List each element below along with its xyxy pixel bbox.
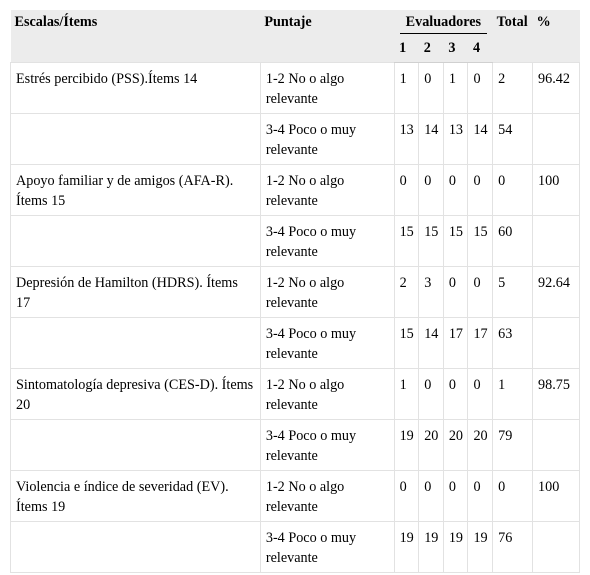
scale-cell: Violencia e índice de severidad (EV). Ítems 19 (11, 471, 261, 522)
percent-cell: 92.64 (533, 267, 580, 318)
evaluator-1-cell: 13 (394, 114, 419, 165)
scale-cell (11, 114, 261, 165)
evaluator-1-cell: 15 (394, 318, 419, 369)
total-cell: 5 (493, 267, 533, 318)
scale-cell (11, 216, 261, 267)
evaluator-4-cell: 19 (468, 522, 493, 573)
percent-cell (533, 522, 580, 573)
score-cell: 3-4 Poco o muy relevante (260, 114, 394, 165)
evaluator-1-cell: 19 (394, 420, 419, 471)
total-cell: 2 (493, 63, 533, 114)
header-score: Puntaje (260, 10, 394, 63)
total-cell: 79 (493, 420, 533, 471)
header-evaluator-2: 2 (419, 36, 444, 63)
header-evaluator-3: 3 (443, 36, 468, 63)
score-cell: 3-4 Poco o muy relevante (260, 522, 394, 573)
table-row (11, 471, 580, 522)
evaluator-4-cell: 0 (468, 267, 493, 318)
evaluator-3-cell: 13 (443, 114, 468, 165)
evaluator-2-cell: 14 (419, 318, 444, 369)
total-cell: 1 (493, 369, 533, 420)
table-row (11, 267, 580, 318)
scale-cell (11, 318, 261, 369)
evaluator-3-cell: 1 (443, 63, 468, 114)
scale-cell (11, 522, 261, 573)
header-evaluator-1: 1 (394, 36, 419, 63)
scale-cell: Sintomatología depresiva (CES-D). Ítems 20 (11, 369, 261, 420)
score-cell: 3-4 Poco o muy relevante (260, 318, 394, 369)
evaluator-3-cell: 19 (443, 522, 468, 573)
header-evaluator-4: 4 (468, 36, 493, 63)
percent-cell (533, 420, 580, 471)
percent-cell (533, 318, 580, 369)
scale-cell (11, 420, 261, 471)
evaluator-1-cell: 0 (394, 165, 419, 216)
evaluator-3-cell: 17 (443, 318, 468, 369)
evaluator-2-cell: 15 (419, 216, 444, 267)
evaluator-4-cell: 0 (468, 63, 493, 114)
evaluator-4-cell: 0 (468, 369, 493, 420)
scale-cell: Depresión de Hamilton (HDRS). Ítems 17 (11, 267, 261, 318)
evaluator-1-cell: 15 (394, 216, 419, 267)
header-scale: Escalas/Ítems (11, 10, 261, 63)
evaluator-3-cell: 0 (443, 165, 468, 216)
score-cell: 1-2 No o algo relevante (260, 471, 394, 522)
evaluator-2-cell: 0 (419, 369, 444, 420)
evaluator-4-cell: 0 (468, 165, 493, 216)
score-cell: 1-2 No o algo relevante (260, 165, 394, 216)
total-cell: 0 (493, 165, 533, 216)
table-row (11, 63, 580, 114)
evaluator-3-cell: 0 (443, 267, 468, 318)
scale-cell: Estrés percibido (PSS).Ítems 14 (11, 63, 261, 114)
evaluator-4-cell: 20 (468, 420, 493, 471)
score-cell: 3-4 Poco o muy relevante (260, 216, 394, 267)
header-percent: % (533, 10, 580, 63)
table-row (11, 165, 580, 216)
header-evaluators-label: Evaluadores (400, 12, 487, 34)
header-evaluators (394, 10, 493, 36)
table-row (11, 318, 580, 369)
table-header (11, 10, 580, 63)
validation-table (10, 10, 580, 573)
total-cell: 0 (493, 471, 533, 522)
evaluator-4-cell: 17 (468, 318, 493, 369)
evaluator-1-cell: 19 (394, 522, 419, 573)
total-cell: 54 (493, 114, 533, 165)
evaluator-1-cell: 0 (394, 471, 419, 522)
validation-table-container (10, 10, 580, 573)
table-row (11, 522, 580, 573)
evaluator-4-cell: 14 (468, 114, 493, 165)
score-cell: 1-2 No o algo relevante (260, 369, 394, 420)
evaluator-2-cell: 20 (419, 420, 444, 471)
evaluator-2-cell: 19 (419, 522, 444, 573)
evaluator-3-cell: 0 (443, 369, 468, 420)
score-cell: 1-2 No o algo relevante (260, 267, 394, 318)
evaluator-3-cell: 15 (443, 216, 468, 267)
percent-cell: 98.75 (533, 369, 580, 420)
scale-cell: Apoyo familiar y de amigos (AFA-R). Ítems 15 (11, 165, 261, 216)
evaluator-3-cell: 0 (443, 471, 468, 522)
total-cell: 60 (493, 216, 533, 267)
evaluator-4-cell: 15 (468, 216, 493, 267)
percent-cell (533, 114, 580, 165)
percent-cell: 100 (533, 471, 580, 522)
evaluator-1-cell: 2 (394, 267, 419, 318)
evaluator-1-cell: 1 (394, 63, 419, 114)
percent-cell: 100 (533, 165, 580, 216)
percent-cell: 96.42 (533, 63, 580, 114)
evaluator-2-cell: 0 (419, 165, 444, 216)
table-row (11, 369, 580, 420)
table-body (11, 63, 580, 573)
percent-cell (533, 216, 580, 267)
evaluator-2-cell: 0 (419, 63, 444, 114)
header-total: Total (493, 10, 533, 63)
score-cell: 3-4 Poco o muy relevante (260, 420, 394, 471)
evaluator-2-cell: 0 (419, 471, 444, 522)
table-row (11, 420, 580, 471)
total-cell: 76 (493, 522, 533, 573)
evaluator-3-cell: 20 (443, 420, 468, 471)
evaluator-4-cell: 0 (468, 471, 493, 522)
table-row (11, 216, 580, 267)
table-row (11, 114, 580, 165)
evaluator-1-cell: 1 (394, 369, 419, 420)
evaluator-2-cell: 14 (419, 114, 444, 165)
evaluator-2-cell: 3 (419, 267, 444, 318)
score-cell: 1-2 No o algo relevante (260, 63, 394, 114)
total-cell: 63 (493, 318, 533, 369)
